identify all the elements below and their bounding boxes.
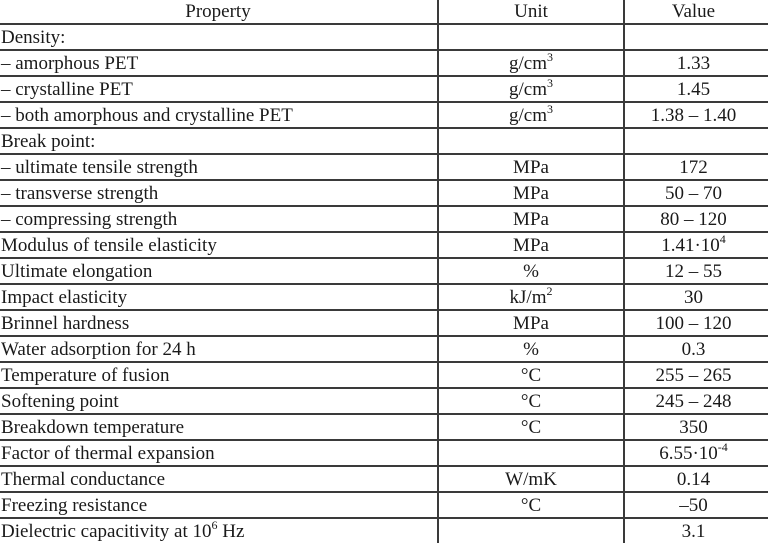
property-label: Break point: — [1, 130, 96, 152]
table-row — [0, 440, 768, 466]
property-label: – both amorphous and crystalline PET — [1, 104, 293, 126]
header-row — [0, 0, 768, 24]
unit-label: % — [523, 338, 539, 360]
property-cell — [0, 310, 438, 336]
property-cell — [0, 440, 438, 466]
unit-label: °C — [520, 494, 542, 516]
unit-label: % — [523, 260, 539, 282]
unit-cell — [438, 388, 624, 414]
property-cell — [0, 492, 438, 518]
property-label: Factor of thermal expansion — [1, 442, 215, 464]
table-row — [0, 388, 768, 414]
value-label: 172 — [679, 156, 708, 178]
unit-cell — [438, 284, 624, 310]
property-cell — [0, 206, 438, 232]
value-label: 0.3 — [681, 338, 706, 360]
property-label: Modulus of tensile elasticity — [1, 234, 217, 256]
unit-label: °C — [520, 390, 542, 412]
value-superscript: -4 — [717, 439, 728, 454]
value-label: 1.41·10 — [661, 234, 720, 256]
property-label-tail: Hz — [217, 520, 245, 542]
property-cell — [0, 50, 438, 76]
table-row — [0, 76, 768, 102]
property-label: – amorphous PET — [1, 52, 139, 74]
value-cell — [624, 24, 768, 50]
unit-label: MPa — [513, 156, 549, 178]
property-label: – ultimate tensile strength — [1, 156, 198, 178]
unit-label: g/cm — [509, 104, 547, 126]
value-label: 6.55·10 — [659, 442, 718, 464]
property-label: Ultimate elongation — [1, 260, 153, 282]
value-cell — [624, 50, 768, 76]
property-label: Thermal conductance — [1, 468, 166, 490]
value-label: 12 – 55 — [665, 260, 722, 282]
property-label: Temperature of fusion — [1, 364, 170, 386]
unit-cell — [438, 362, 624, 388]
header-value: Value — [624, 0, 768, 24]
property-label: – transverse strength — [1, 182, 159, 204]
property-label: – compressing strength — [1, 208, 178, 230]
unit-cell — [438, 24, 624, 50]
property-label: Freezing resistance — [1, 494, 148, 516]
table-row — [0, 180, 768, 206]
value-superscript: 4 — [719, 231, 726, 246]
value-label: 1.38 – 1.40 — [650, 104, 737, 126]
property-superscript: 6 — [211, 517, 218, 532]
value-label: 255 – 265 — [655, 364, 732, 386]
unit-cell — [438, 492, 624, 518]
unit-cell — [438, 50, 624, 76]
property-label: Softening point — [1, 390, 119, 412]
value-label: –50 — [679, 494, 708, 516]
property-cell — [0, 414, 438, 440]
table-row — [0, 232, 768, 258]
unit-label: MPa — [513, 312, 549, 334]
value-cell — [624, 414, 768, 440]
unit-label: MPa — [513, 208, 549, 230]
value-label: 350 — [679, 416, 708, 438]
property-cell — [0, 24, 438, 50]
value-label: 0.14 — [676, 468, 711, 490]
unit-cell — [438, 414, 624, 440]
unit-cell — [438, 336, 624, 362]
table-body — [0, 24, 768, 543]
unit-cell — [438, 466, 624, 492]
unit-cell — [438, 180, 624, 206]
property-cell — [0, 388, 438, 414]
property-label: Brinnel hardness — [1, 312, 130, 334]
value-cell — [624, 518, 768, 543]
property-cell — [0, 466, 438, 492]
value-cell — [624, 388, 768, 414]
value-label: 3.1 — [681, 520, 706, 542]
unit-label: MPa — [513, 182, 549, 204]
value-cell — [624, 284, 768, 310]
value-cell — [624, 180, 768, 206]
value-cell — [624, 310, 768, 336]
table-row — [0, 310, 768, 336]
table-row — [0, 50, 768, 76]
unit-superscript: 3 — [547, 75, 553, 90]
unit-cell — [438, 206, 624, 232]
unit-cell — [438, 518, 624, 543]
value-label: 30 — [684, 286, 703, 308]
value-cell — [624, 128, 768, 154]
value-label: 245 – 248 — [655, 390, 732, 412]
property-cell — [0, 284, 438, 310]
value-cell — [624, 154, 768, 180]
unit-superscript: 3 — [547, 49, 553, 64]
unit-label: kJ/m — [509, 286, 547, 308]
table-row — [0, 518, 768, 543]
table-row — [0, 414, 768, 440]
property-cell — [0, 518, 438, 543]
property-cell — [0, 180, 438, 206]
value-cell — [624, 440, 768, 466]
unit-cell — [438, 154, 624, 180]
table-row — [0, 466, 768, 492]
unit-superscript: 2 — [546, 283, 553, 298]
header-property: Property — [0, 0, 438, 24]
value-label: 100 – 120 — [655, 312, 732, 334]
unit-label: °C — [520, 364, 542, 386]
unit-cell — [438, 232, 624, 258]
property-cell — [0, 76, 438, 102]
value-label: 80 – 120 — [660, 208, 727, 230]
property-cell — [0, 362, 438, 388]
value-cell — [624, 336, 768, 362]
value-cell — [624, 362, 768, 388]
value-cell — [624, 102, 768, 128]
table-row — [0, 24, 768, 50]
property-label: – crystalline PET — [1, 78, 133, 100]
unit-cell — [438, 258, 624, 284]
property-cell — [0, 154, 438, 180]
unit-label: g/cm — [509, 78, 547, 100]
unit-cell — [438, 102, 624, 128]
property-cell — [0, 102, 438, 128]
value-cell — [624, 466, 768, 492]
value-cell — [624, 76, 768, 102]
table-row — [0, 284, 768, 310]
unit-label: g/cm — [509, 52, 547, 74]
value-label: 50 – 70 — [665, 182, 722, 204]
unit-cell — [438, 440, 624, 466]
table-row — [0, 206, 768, 232]
table-row — [0, 154, 768, 180]
property-label: Breakdown temperature — [1, 416, 185, 438]
property-label: Impact elasticity — [1, 286, 128, 308]
value-label: 1.33 — [676, 52, 711, 74]
value-cell — [624, 258, 768, 284]
unit-cell — [438, 310, 624, 336]
value-cell — [624, 206, 768, 232]
table-row — [0, 336, 768, 362]
unit-label: °C — [520, 416, 542, 438]
property-label: Dielectric capacitivity at 10 — [1, 520, 212, 542]
property-cell — [0, 336, 438, 362]
property-cell — [0, 128, 438, 154]
unit-label: MPa — [513, 234, 549, 256]
value-cell — [624, 232, 768, 258]
property-cell — [0, 232, 438, 258]
unit-cell — [438, 128, 624, 154]
table-row — [0, 102, 768, 128]
unit-label: W/mK — [505, 468, 557, 490]
table-row — [0, 258, 768, 284]
table-row — [0, 128, 768, 154]
table-row — [0, 492, 768, 518]
property-label: Water adsorption for 24 h — [1, 338, 196, 360]
property-cell — [0, 258, 438, 284]
value-label: 1.45 — [676, 78, 711, 100]
header-unit: Unit — [438, 0, 624, 24]
property-label: Density: — [1, 26, 66, 48]
unit-superscript: 3 — [547, 101, 553, 116]
value-cell — [624, 492, 768, 518]
unit-cell — [438, 76, 624, 102]
table-row — [0, 362, 768, 388]
